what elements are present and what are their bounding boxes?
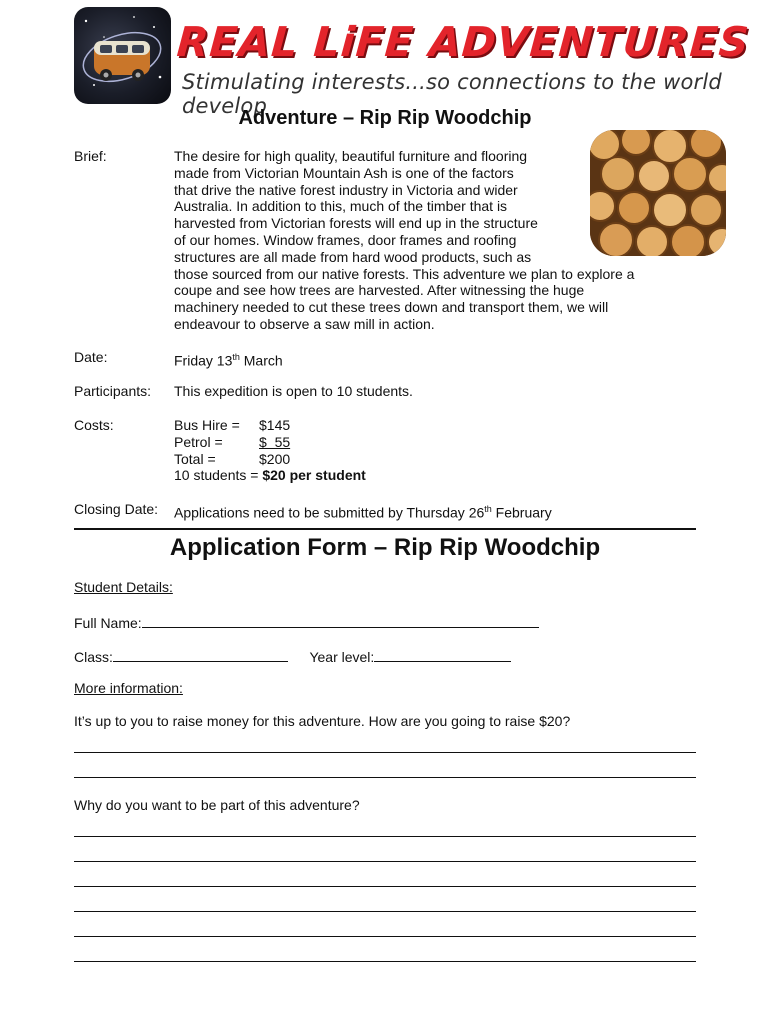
class-row — [74, 647, 511, 665]
brief-label: Brief: — [74, 148, 107, 164]
brief-line: that drive the native forest industry in Victoria and wider — [174, 181, 518, 198]
brief-line: The desire for high quality, beautiful furniture and flooring — [174, 148, 528, 164]
participants-value: This expedition is open to 10 students. — [174, 383, 413, 399]
brand-tagline: Stimulating interests...so connections to the world develop — [182, 70, 722, 118]
cost-name: Petrol = — [174, 433, 223, 450]
cost-name: Total = — [174, 450, 216, 467]
date-sup: th — [232, 352, 240, 362]
closing-sup: th — [484, 504, 492, 514]
costs-table — [174, 417, 366, 484]
brief-line: machinery needed to cut these trees down and transport them, we will — [174, 299, 609, 316]
answer-line[interactable] — [74, 936, 696, 937]
closing-label: Closing Date: — [74, 501, 159, 517]
per-student-prefix: 10 students = — [174, 467, 263, 484]
cost-amount: $ 55 — [259, 433, 291, 450]
date-prefix: Friday 13 — [174, 352, 233, 369]
date-suffix: March — [239, 352, 283, 369]
closing-prefix: Applications need to be submitted by Thursday 26 — [174, 504, 485, 521]
cost-amount: $145 — [259, 417, 291, 433]
date-value — [174, 349, 283, 369]
class-label: Class: — [74, 649, 113, 665]
form-title: Application Form – Rip Rip Woodchip — [169, 534, 601, 561]
full-name-row — [74, 613, 539, 631]
full-name-label: Full Name: — [74, 615, 142, 631]
costs-label: Costs: — [74, 417, 114, 433]
question-raise-money: It’s up to you to raise money for this adventure. How are you going to raise $20? — [74, 713, 571, 729]
brand-title: REAL LiFE ADVENTURES — [175, 18, 752, 66]
class-field[interactable] — [113, 647, 288, 662]
page-title: Adventure – Rip Rip Woodchip — [238, 107, 532, 129]
answer-line[interactable] — [74, 861, 696, 862]
participants-label: Participants: — [74, 383, 152, 399]
closing-suffix: February — [491, 504, 552, 521]
brief-text — [174, 148, 694, 333]
section-divider — [74, 528, 696, 530]
date-label: Date: — [74, 349, 108, 365]
year-level-field[interactable] — [374, 647, 511, 662]
question-why-join: Why do you want to be part of this adventure? — [74, 797, 360, 813]
cost-name: Bus Hire = — [174, 417, 240, 433]
answer-line[interactable] — [74, 777, 696, 778]
cost-amount: $200 — [259, 450, 291, 467]
answer-line[interactable] — [74, 752, 696, 753]
brief-line: structures are all made from hard wood products, such as — [174, 248, 532, 265]
more-info-heading: More information: — [74, 680, 183, 696]
brief-line: of our homes. Window frames, door frames and roofing — [174, 231, 517, 248]
brief-line: those sourced from our native forests. This adventure we plan to explore a — [174, 265, 635, 282]
brief-line: coupe and see how trees are harvested. After witnessing the huge — [174, 282, 585, 299]
brief-line: harvested from Victorian forests will end up in the structure — [174, 215, 538, 232]
logo-badge — [74, 7, 171, 104]
brief-line: endeavour to observe a saw mill in action. — [174, 315, 435, 332]
full-name-field[interactable] — [142, 613, 539, 628]
answer-line[interactable] — [74, 886, 696, 887]
brief-line: made from Victorian Mountain Ash is one of the factors — [174, 164, 514, 181]
year-level-label: Year level: — [309, 649, 375, 665]
answer-line[interactable] — [74, 961, 696, 962]
answer-line[interactable] — [74, 836, 696, 837]
closing-value — [174, 501, 552, 521]
van-logo-icon — [74, 7, 171, 104]
per-student-amount: $20 per student — [262, 467, 366, 484]
answer-line[interactable] — [74, 911, 696, 912]
student-details-heading: Student Details: — [74, 579, 173, 595]
brief-line: Australia. In addition to this, much of the timber that is — [174, 198, 508, 215]
